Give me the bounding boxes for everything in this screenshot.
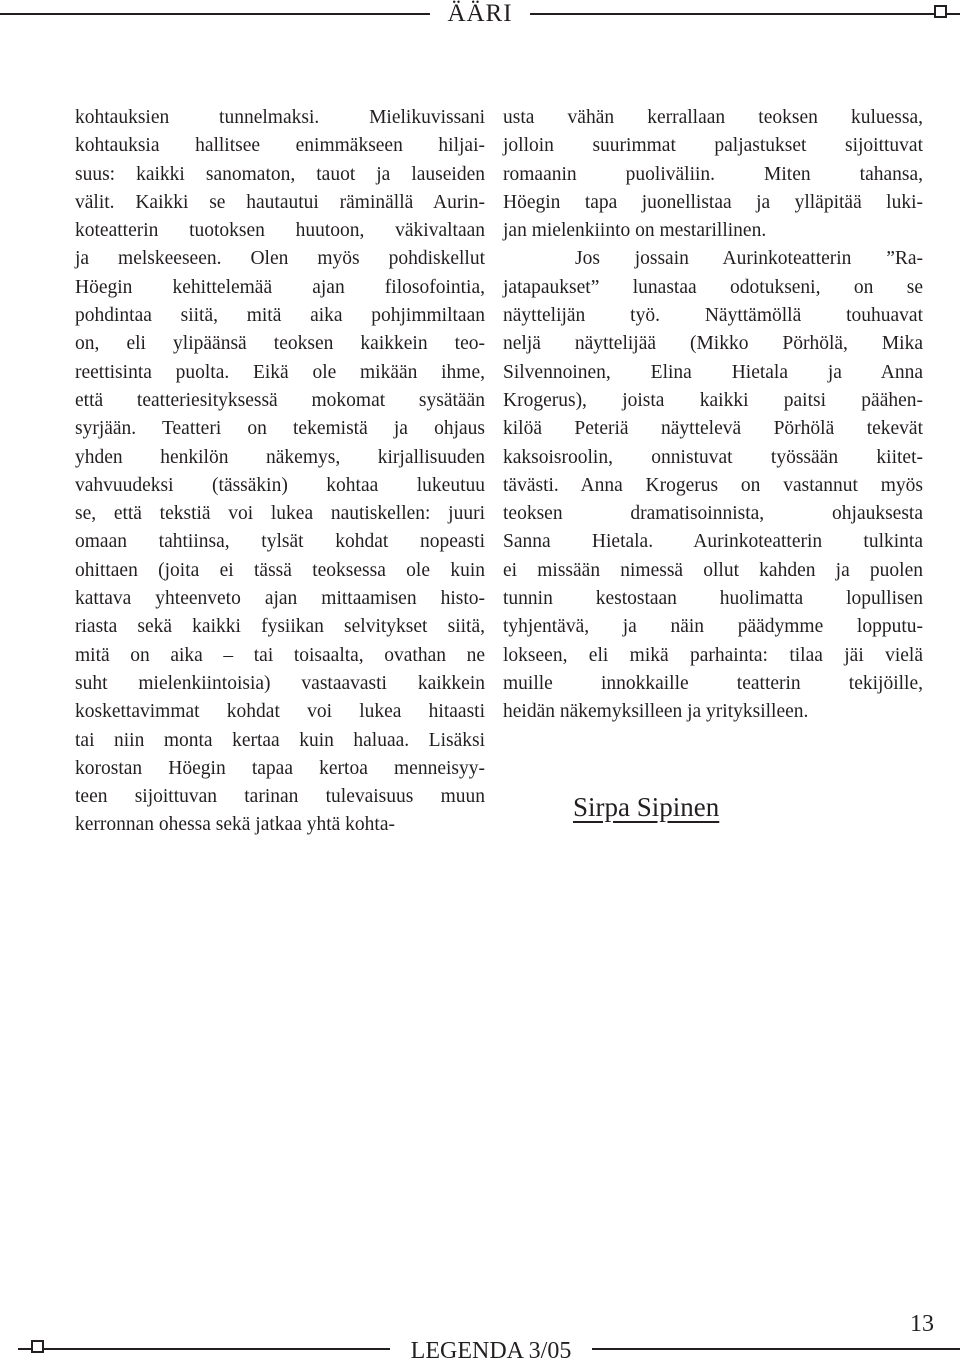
article-paragraph-right-2: [503, 245, 923, 726]
text-line: reettisinta puolta. Eikä ole mikään ihme,: [75, 361, 485, 383]
footer-rule-start: [18, 1348, 31, 1350]
text-line: kerronnan ohessa sekä jatkaa yhtä kohta-: [75, 814, 395, 836]
text-line: näyttelijän työ. Näyttämöllä touhuavat: [503, 305, 923, 327]
text-line: tyhjentävä, ja näin päädymme lopputu-: [503, 616, 923, 638]
text-line: neljä näyttelijää (Mikko Pörhölä, Mika: [503, 333, 923, 355]
footer-rule-left: [44, 1348, 390, 1350]
text-line: teoksen dramatisoinnista, ohjauksesta: [503, 503, 923, 525]
article-paragraph-left: [75, 104, 485, 840]
article-column-right: [503, 104, 923, 727]
text-line: tai niin monta kertaa kuin haluaa. Lisäksi: [75, 729, 485, 751]
footer-rule-right: [592, 1348, 960, 1350]
text-line: suus: kaikki sanomaton, tauot ja lauseiden: [75, 163, 485, 185]
text-line: mitä on aika – tai toisaalta, ovathan ne: [75, 644, 485, 666]
article-column-left: [75, 104, 485, 840]
text-line: jan mielenkiinto on mestarillinen.: [503, 220, 767, 242]
text-line: että teatteriesityksessä mokomat sysätään: [75, 389, 485, 411]
text-line: pohdintaa siitä, mitä aika pohjimmiltaan: [75, 305, 485, 327]
article-paragraph-right-1: [503, 104, 923, 245]
text-line: koskettavimmat kohdat voi lukea hitaasti: [75, 701, 485, 723]
text-line: suht mielenkiintoisia) vastaavasti kaikkein: [75, 672, 485, 694]
text-line: Höegin tapa juonellistaa ja ylläpitää luki-: [503, 191, 923, 213]
section-title: ÄÄRI: [447, 0, 513, 27]
header-rule-left: [0, 13, 430, 15]
text-line: riasta sekä kaikki fysiikan selvitykset siitä,: [75, 616, 485, 638]
text-line: jatapaukset” lunastaa odotukseni, on se: [503, 276, 923, 298]
text-line: on, eli ylipäänsä teoksen kaikkein teo-: [75, 333, 485, 355]
text-line: kaksoisroolin, onnistuvat työssään kiitet-: [503, 446, 923, 468]
text-line: tunnin kestostaan huolimatta lopullisen: [503, 588, 923, 610]
text-line: Sanna Hietala. Aurinkoteatterin tulkinta: [503, 531, 923, 553]
text-line: Höegin kehittelemää ajan filosofointia,: [75, 276, 485, 298]
text-line: Krogerus), joista kaikki paitsi päähen-: [503, 389, 923, 411]
text-line: koteatterin tuotoksen huutoon, väkivaltaan: [75, 220, 485, 242]
text-line: heidän näkemyksilleen ja yrityksilleen.: [503, 701, 809, 723]
text-line: ja melskeeseen. Olen myös pohdiskellut: [75, 248, 485, 270]
footer-square-ornament-icon: [31, 1340, 44, 1353]
text-line: kohtauksien tunnelmaksi. Mielikuvissani: [75, 107, 485, 128]
text-line: romaanin puoliväliin. Miten tahansa,: [503, 163, 923, 185]
text-line: kilöä Peteriä näyttelevä Pörhölä tekevät: [503, 418, 923, 440]
text-line: omaan tahtiinsa, tylsät kohdat nopeasti: [75, 531, 485, 553]
text-line: ei missään nimessä ollut kahden ja puolen: [503, 559, 923, 581]
text-line: kohtauksia hallitsee enimmäkseen hiljai-: [75, 135, 485, 157]
text-line: teen sijoittuvan tarinan tulevaisuus muun: [75, 786, 485, 808]
text-line: muille innokkaille teatterin tekijöille,: [503, 672, 923, 694]
text-line: vahvuudeksi (tässäkin) kohtaa lukeutuu: [75, 474, 485, 496]
header-rule-end: [947, 13, 960, 15]
text-line: jolloin suurimmat paljastukset sijoittuvat: [503, 135, 923, 157]
header-square-ornament-icon: [934, 5, 947, 18]
text-line: Silvennoinen, Elina Hietala ja Anna: [503, 361, 923, 383]
text-line: se, että tekstiä voi lukea nautiskellen: juuri: [75, 503, 485, 525]
text-line: usta vähän kerrallaan teoksen kuluessa,: [503, 107, 923, 128]
text-line: kattava yhteenveto ajan mittaamisen histo-: [75, 588, 485, 610]
text-line: yhden henkilön näkemys, kirjallisuuden: [75, 446, 485, 468]
publication-name: LEGENDA 3/05: [410, 1338, 572, 1364]
text-line: välit. Kaikki se hautautui räminällä Aurin-: [75, 191, 485, 213]
text-line: Jos jossain Aurinkoteatterin ”Ra-: [575, 248, 923, 270]
text-line: tävästi. Anna Krogerus on vastannut myös: [503, 474, 923, 496]
page-number: 13: [910, 1311, 934, 1337]
header-rule-right: [530, 13, 934, 15]
text-line: syrjään. Teatteri on tekemistä ja ohjaus: [75, 418, 485, 440]
author-signature: Sirpa Sipinen: [573, 792, 720, 822]
text-line: korostan Höegin tapaa kertoa menneisyy-: [75, 757, 485, 779]
text-line: ohittaen (joita ei tässä teoksessa ole kuin: [75, 559, 485, 581]
text-line: lokseen, eli mikä parhainta: tilaa jäi vielä: [503, 644, 923, 666]
